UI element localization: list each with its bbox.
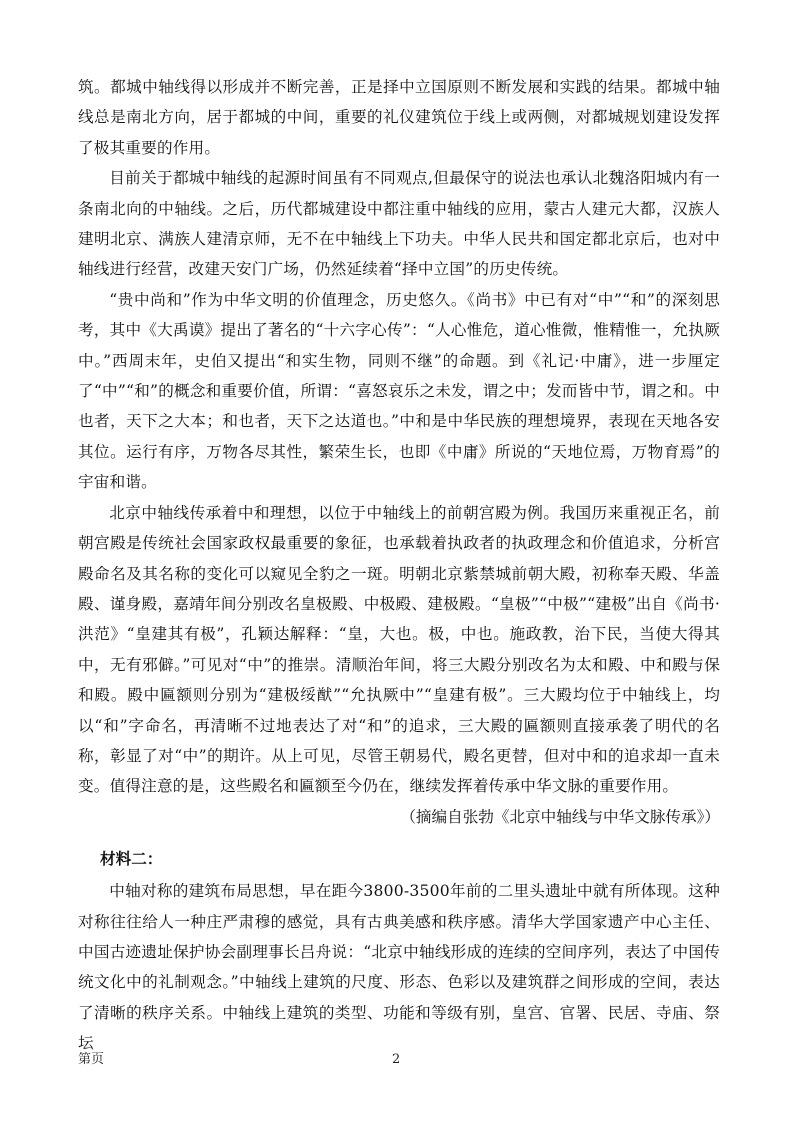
paragraph-3: “贵中尚和”作为中华文明的价值理念，历史悠久。《尚书》中已有对“中”“和”的深刻思考，其中《大禹谟》提出了著名的“十六字心传”：“人心惟危，道心惟微，惟精惟一，允执厥中。”西周末年，史伯又提出“和实生物，同则不继”的命题。到《礼记·中庸》，进一步厘定了“中”“和”的概念和重要价值，所谓：“喜怒哀乐之未发，谓之中；发而皆中节，谓之和。中也者，天下之大本；和也者，天下之达道也。”中和是中华民族的理想境界，表现在天地各安其位。运行有序，万物各尽其性，繁荣生长，也即《中庸》所说的“天地位焉，万物育焉”的宇宙和谐。 [78,290,720,492]
material-two-paragraph-1: 中轴对称的建筑布局思想，早在距今3800-3500年前的二里头遗址中就有所体现。这种对称往往给人一种庄严肃穆的感觉，具有古典美感和秩序感。清华大学国家遗产中心主任、中国古迹遗址保护协会副理事长吕舟说：“北京中轴线形成的连续的空间序列，表达了中国传统文化中的礼制观念。”中轴线上建筑的尺度、形态、色彩以及建筑群之间形成的空间，表达了清晰的秩序关系。中轴线上建筑的类型、功能和等级有别，皇宫、官署、民居、寺庙、祭坛 [78,882,720,1053]
paragraph-2: 目前关于都城中轴线的起源时间虽有不同观点,但最保守的说法也承认北魏洛阳城内有一条南北向的中轴线。之后，历代都城建设中都注重中轴线的应用，蒙古人建元大都，汉族人建明北京、满族人建清京师，无不在中轴线上下功夫。中华人民共和国定都北京后，也对中轴线进行经营，改建天安门广场，仍然延续着“择中立国”的历史传统。 [78,169,720,279]
section-heading-material-two: 材料二： [100,850,163,869]
footer-page-label: 第页 [78,1052,105,1067]
document-body [78,72,720,1059]
footer-page-number: 2 [392,1052,401,1067]
source-attribution: （摘编自张勃《北京中轴线与中华文脉传承》） [400,807,720,826]
paragraph-4: 北京中轴线传承着中和理想，以位于中轴线上的前朝宫殿为例。我国历来重视正名，前朝宫殿是传统社会国家政权最重要的象征，也承载着执政者的执政理念和价值追求，分析宫殿命名及其名称的变化可以窥见全豹之一斑。明朝北京紫禁城前朝大殿，初称奉天殿、华盖殿、谨身殿，嘉靖年间分别改名皇极殿、中极殿、建极殿。“皇极”“中极”“建极”出自《尚书·洪范》“皇建其有极”，孔颖达解释：“皇，大也。极，中也。施政教，治下民，当使大得其中，无有邪僻。”可见对“中”的推崇。清顺治年间，将三大殿分别改名为太和殿、中和殿与保和殿。殿中匾额则分别为“建极绥猷”“允执厥中”“皇建有极”。三大殿均位于中轴线上，均以“和”字命名，再清晰不过地表达了对“和”的追求，三大殿的匾额则直接承袭了明代的名称，彰显了对“中”的期许。从上可见，尽管王朝易代，殿名更替，但对中和的追求却一直未变。值得注意的是，这些殿名和匾额至今仍在，继续发挥着传承中华文脉的重要作用。 [78,503,720,796]
paragraph-1: 筑。都城中轴线得以形成并不断完善，正是择中立国原则不断发展和实践的结果。都城中轴线总是南北方向，居于都城的中间，重要的礼仪建筑位于线上或两侧，对都城规划建设发挥了极其重要的作用。 [78,78,720,157]
